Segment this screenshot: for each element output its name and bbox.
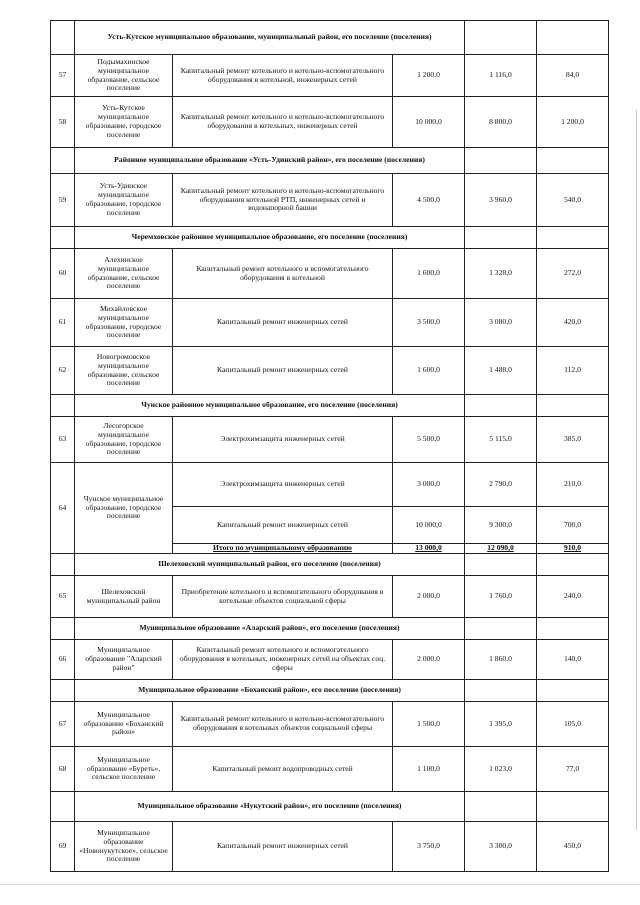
- row-number: 69: [51, 822, 75, 872]
- total-amount-cell: 5 500,0: [393, 417, 465, 463]
- work-description-cell: Капитальный ремонт инженерных сетей: [173, 507, 393, 544]
- work-description-cell: Капитальный ремонт котельного и котельно-вспомогательного оборудования котельной РТП, инженерных сетей и водонапорной башни: [173, 174, 393, 227]
- regional-amount-cell: 1 328,0: [465, 249, 537, 299]
- local-amount-cell: 112,0: [537, 347, 609, 395]
- municipality-cell: Михайловское муниципальное образование, городское поселение: [75, 299, 173, 347]
- table-row: [51, 55, 609, 97]
- municipality-cell: Алехинское муниципальное образование, сельское поселение: [75, 249, 173, 299]
- section-row: [51, 21, 609, 55]
- municipality-cell: Лесогорское муниципальное образование, городское поселение: [75, 417, 173, 463]
- municipality-cell: Шелеховский муниципальный район: [75, 576, 173, 618]
- section-title: Чунское районное муниципальное образование, его поселение (поселения): [75, 395, 465, 417]
- subtotal-regional: 12 090,0: [487, 543, 514, 553]
- municipality-cell: Муниципальное образование «Новонукутское», сельское поселение: [75, 822, 173, 872]
- table-row: [51, 822, 609, 872]
- regional-amount-cell: 3 960,0: [465, 174, 537, 227]
- total-amount-cell: 4 500,0: [393, 174, 465, 227]
- row-number: 66: [51, 640, 75, 680]
- municipality-cell: Подымахинское муниципальное образование, сельское поселение: [75, 55, 173, 97]
- work-description-cell: Капитальный ремонт инженерных сетей: [173, 347, 393, 395]
- regional-amount-cell: 2 790,0: [465, 463, 537, 507]
- row-number: 64: [51, 463, 75, 554]
- table-row: [51, 640, 609, 680]
- total-amount-cell: 1 100,0: [393, 747, 465, 792]
- row-number: 61: [51, 299, 75, 347]
- local-amount-cell: 240,0: [537, 576, 609, 618]
- section-title: Районное муниципальное образование «Усть-Удинский район», его поселение (поселения): [75, 148, 465, 174]
- total-amount-cell: 1 600,0: [393, 249, 465, 299]
- work-description-cell: Капитальный ремонт котельного и вспомогательного оборудования в котельной: [173, 249, 393, 299]
- regional-amount-cell: 8 800,0: [465, 97, 537, 148]
- subtotal-label: Итого по муниципальному образованию: [213, 543, 352, 553]
- total-amount-cell: 3 500,0: [393, 299, 465, 347]
- local-amount-cell: 450,0: [537, 822, 609, 872]
- regional-amount-cell: 1 488,0: [465, 347, 537, 395]
- section-row: [51, 792, 609, 822]
- work-description-cell: Капитальный ремонт котельного и котельно-вспомогательного оборудования в котельных, инженерных сетей: [173, 97, 393, 148]
- regional-amount-cell: 5 115,0: [465, 417, 537, 463]
- regional-amount-cell: 1 395,0: [465, 702, 537, 747]
- section-row: [51, 227, 609, 249]
- local-amount-cell: 272,0: [537, 249, 609, 299]
- work-description-cell: Капитальный ремонт котельного и вспомогательного оборудования в котельных, инженерных сетей на объектах соц. сферы: [173, 640, 393, 680]
- table-row: [51, 747, 609, 792]
- section-title: Муниципальное образование «Аларский район», его поселение (поселения): [75, 618, 465, 640]
- row-number: 60: [51, 249, 75, 299]
- municipality-cell: Муниципальное образование «Боханский район»: [75, 702, 173, 747]
- row-number: 58: [51, 97, 75, 148]
- work-description-cell: Капитальный ремонт водопроводных сетей: [173, 747, 393, 792]
- row-number: 57: [51, 55, 75, 97]
- total-amount-cell: 1 200,0: [393, 55, 465, 97]
- subtotal-local: 910,0: [563, 543, 582, 553]
- section-row: [51, 680, 609, 702]
- local-amount-cell: 1 200,0: [537, 97, 609, 148]
- row-number: 67: [51, 702, 75, 747]
- table-row: [51, 174, 609, 227]
- work-description-cell: Капитальный ремонт инженерных сетей: [173, 822, 393, 872]
- section-row: [51, 148, 609, 174]
- total-amount-cell: 3 750,0: [393, 822, 465, 872]
- municipality-cell: Муниципальное образование "Аларский район": [75, 640, 173, 680]
- regional-amount-cell: 1 023,0: [465, 747, 537, 792]
- municipality-cell: Усть-Удинское муниципальное образование, городское поселение: [75, 174, 173, 227]
- work-description-cell: Электрохимзащита инженерных сетей: [173, 417, 393, 463]
- municipality-cell: Чунское муниципальное образование, городское поселение: [75, 463, 173, 554]
- local-amount-cell: 420,0: [537, 299, 609, 347]
- section-title: Шелеховский муниципальный район, его поселение (поселения): [75, 554, 465, 576]
- total-amount-cell: 2 000,0: [393, 576, 465, 618]
- total-amount-cell: 1 600,0: [393, 347, 465, 395]
- municipality-cell: Новогромовское муниципальное образование, сельское поселение: [75, 347, 173, 395]
- total-amount-cell: 3 000,0: [393, 463, 465, 507]
- local-amount-cell: 385,0: [537, 417, 609, 463]
- regional-amount-cell: 3 300,0: [465, 822, 537, 872]
- total-amount-cell: 2 000,0: [393, 640, 465, 680]
- section-row: [51, 618, 609, 640]
- table-row: [51, 576, 609, 618]
- work-description-cell: Капитальный ремонт котельного и котельно-вспомогательного оборудования в котельной, инженерных сетей: [173, 55, 393, 97]
- row-number: 68: [51, 747, 75, 792]
- work-description-cell: Капитальный ремонт инженерных сетей: [173, 299, 393, 347]
- regional-amount-cell: 9 300,0: [465, 507, 537, 544]
- table-row: [51, 249, 609, 299]
- scan-bottom-line: [0, 884, 640, 885]
- row-number: 59: [51, 174, 75, 227]
- regional-amount-cell: 3 080,0: [465, 299, 537, 347]
- table-row: [51, 417, 609, 463]
- regional-amount-cell: 1 760,0: [465, 576, 537, 618]
- section-title: Усть-Кутское муниципальное образование, муниципальный район, его поселение (поселения): [75, 21, 465, 55]
- row-number: 65: [51, 576, 75, 618]
- municipality-cell: Усть-Кутское муниципальное образование, городское поселение: [75, 97, 173, 148]
- row-number: 63: [51, 417, 75, 463]
- local-amount-cell: 210,0: [537, 463, 609, 507]
- local-amount-cell: 105,0: [537, 702, 609, 747]
- work-description-cell: Электрохимзащита инженерных сетей: [173, 463, 393, 507]
- subtotal-total: 13 000,0: [415, 543, 442, 553]
- table-row: [51, 347, 609, 395]
- row-number: 62: [51, 347, 75, 395]
- table-row: [51, 463, 609, 507]
- table-row: [51, 299, 609, 347]
- local-amount-cell: 700,0: [537, 507, 609, 544]
- municipality-cell: Муниципальное образование «Буреть», сельское поселение: [75, 747, 173, 792]
- table-row: [51, 702, 609, 747]
- local-amount-cell: 77,0: [537, 747, 609, 792]
- scan-edge-line: [636, 110, 637, 830]
- local-amount-cell: 140,0: [537, 640, 609, 680]
- total-amount-cell: 10 000,0: [393, 97, 465, 148]
- section-title: Муниципальное образование «Боханский район», его поселение (поселения): [75, 680, 465, 702]
- work-description-cell: Приобретение котельного и вспомогательного оборудования в котельные объектов социальной сферы: [173, 576, 393, 618]
- funding-table: [50, 20, 609, 872]
- local-amount-cell: 84,0: [537, 55, 609, 97]
- table-row: [51, 97, 609, 148]
- total-amount-cell: 1 500,0: [393, 702, 465, 747]
- section-title: Черемховское районное муниципальное образование, его поселение (поселения): [75, 227, 465, 249]
- section-title: Муниципальное образование «Нукутский район», его поселение (поселения): [75, 792, 465, 822]
- total-amount-cell: 10 000,0: [393, 507, 465, 544]
- section-row: [51, 554, 609, 576]
- regional-amount-cell: 1 860,0: [465, 640, 537, 680]
- section-row: [51, 395, 609, 417]
- work-description-cell: Капитальный ремонт котельного и котельно-вспомогательного оборудования в котельных объектов социальной сферы: [173, 702, 393, 747]
- regional-amount-cell: 1 116,0: [465, 55, 537, 97]
- local-amount-cell: 540,0: [537, 174, 609, 227]
